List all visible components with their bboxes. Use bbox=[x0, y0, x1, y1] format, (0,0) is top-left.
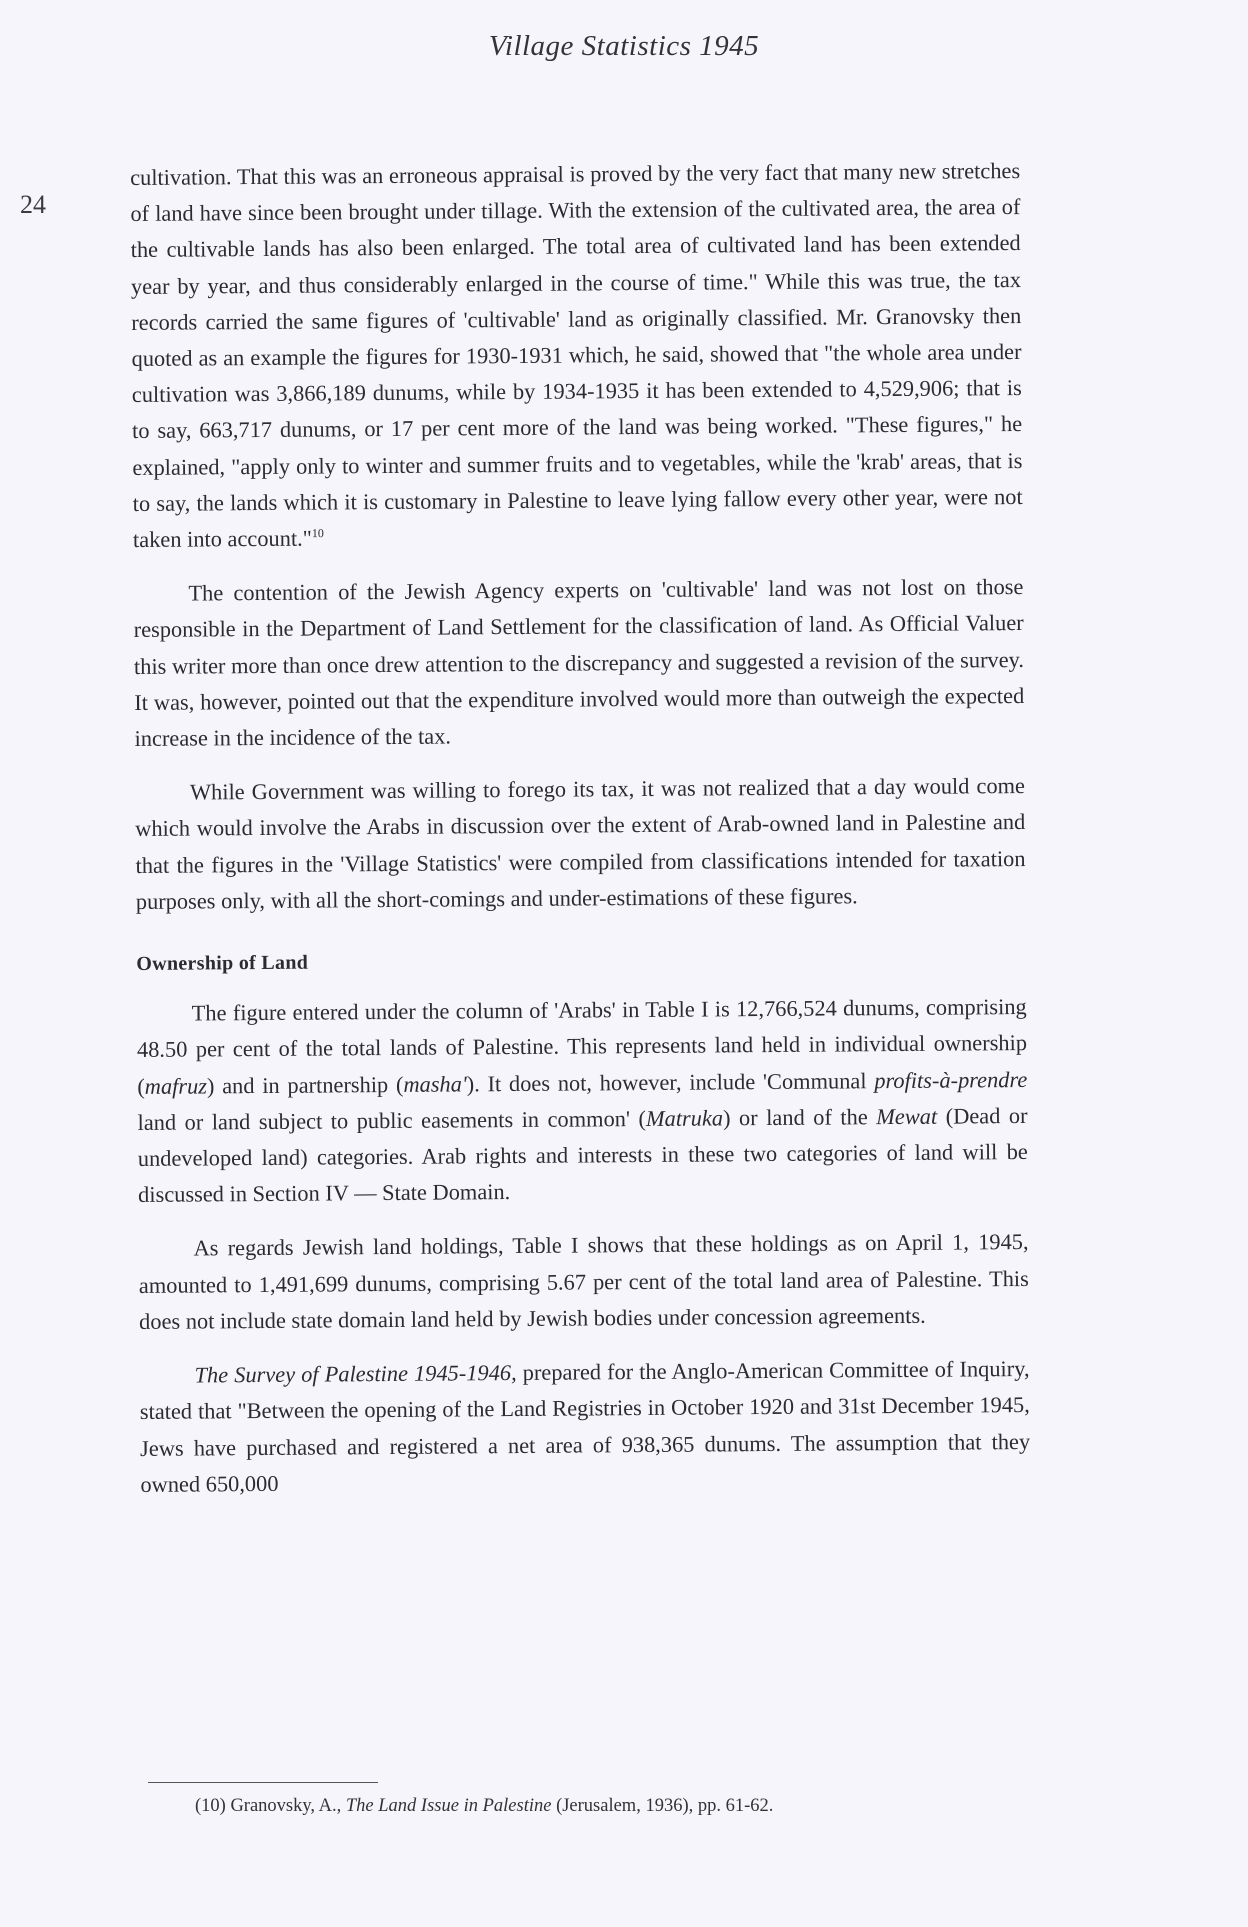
term-matruka: Matruka bbox=[645, 1105, 724, 1131]
paragraph-government-tax: While Government was willing to forego its tax, it was not realized that a day would come which would involve the Arabs in discussion over the extent of Arab-owned land in Palestine and that the figures in the 'Village Statistics' were compiled from classifications intended for taxation purposes only, with all the short-comings and under-estimations of these figures. bbox=[135, 773, 1026, 914]
footnote-divider bbox=[148, 1782, 378, 1783]
text-segment: (Dead or undeveloped land) categories. Arab rights and interests in these two categories of land will be discussed in Section IV — State Domain. bbox=[137, 1102, 1028, 1208]
footnote-reference: 10 bbox=[311, 526, 324, 541]
section-heading-ownership: Ownership of Land bbox=[136, 951, 309, 976]
term-profits-a-prendre: profits-à-prendre bbox=[874, 1066, 1028, 1093]
paragraph-jewish-agency: The contention of the Jewish Agency experts on 'cultivable' land was not lost on those responsible in the Department of Land Settlement for the classification of land. As Official Valuer this writer more than once drew attention to the discrepancy and suggested a revision of the survey. It was, however, pointed out that the expenditure involved would more than outweigh the expected increase in the incidence of the tax. bbox=[133, 574, 1025, 752]
term-mewat: Mewat bbox=[876, 1103, 938, 1130]
footnote-publication: (Jerusalem, 1936), pp. 61-62. bbox=[551, 1796, 774, 1816]
cited-title: The Survey of Palestine 1945-1946, bbox=[194, 1360, 517, 1388]
text-segment: ) or land of the bbox=[722, 1104, 877, 1131]
text-segment: prepared for the Anglo-American Committee of Inquiry, stated that "Between the opening of the Land Registries in October 1920 and 31st December 1945, Jews have purchased and registered a net area of 938,365 dunums. The assumption that they owned 650,000 bbox=[139, 1356, 1031, 1497]
text-segment: land or land subject to public easements in common' ( bbox=[137, 1105, 647, 1135]
page-number: 24 bbox=[20, 190, 46, 219]
footnote-author: (10) Granovsky, A., bbox=[195, 1796, 346, 1816]
text-segment: The figure entered under the column of 'Arabs' in Table I is 12,766,524 dunums, comprising 48.50 per cent of the total lands of Palestine. This represents land held in individual ownership ( bbox=[136, 994, 1028, 1099]
footnote-book-title: The Land Issue in Palestine bbox=[345, 1796, 552, 1816]
footnote-10 bbox=[195, 1796, 773, 1817]
paragraph-survey-of-palestine bbox=[139, 1351, 1030, 1503]
paragraph-1-text: cultivation. That this was an erroneous appraisal is proved by the very fact that many new stretches of land have since been brought under tillage. With the extension of the cultivated area, the area of the cultivable lands has also been enlarged. The total area of cultivated land has been extended year by year, and thus considerably enlarged in the course of time." While this was true, the tax records carried the same figures of 'cultivable' land as originally classified. Mr. Granovsky then quoted as an example the figures for 1930-1931 which, he said, showed that "the whole area under cultivation was 3,866,189 dunums, while by 1934-1935 it has been extended to 4,529,906; that is to say, 663,717 dunums, or 17 per cent more of the land was being worked. "These figures," he explained, "apply only to winter and summer fruits and to vegetables, while the 'krab' areas, that is to say, the lands which it is customary in Palestine to leave lying fallow every other year, were not taken into account." bbox=[130, 158, 1023, 553]
body-text bbox=[130, 153, 1031, 1521]
text-segment: ) and in partnership ( bbox=[206, 1071, 404, 1099]
running-head-title: Village Statistics 1945 bbox=[488, 30, 760, 62]
term-masha: masha' bbox=[403, 1071, 467, 1097]
paragraph-arab-ownership bbox=[137, 989, 1029, 1213]
text-segment: ). It does not, however, include 'Communal bbox=[466, 1067, 875, 1097]
paragraph-jewish-holdings: As regards Jewish land holdings, Table I shows that these holdings as on April 1, 1945, amounted to 1,491,699 dunums, comprising 5.67 per cent of the total land area of Palestine. This does not include state domain land held by Jewish bodies under concession agreements. bbox=[138, 1229, 1029, 1334]
paragraph-continuation bbox=[130, 153, 1023, 558]
term-mafruz: mafruz bbox=[144, 1073, 208, 1099]
